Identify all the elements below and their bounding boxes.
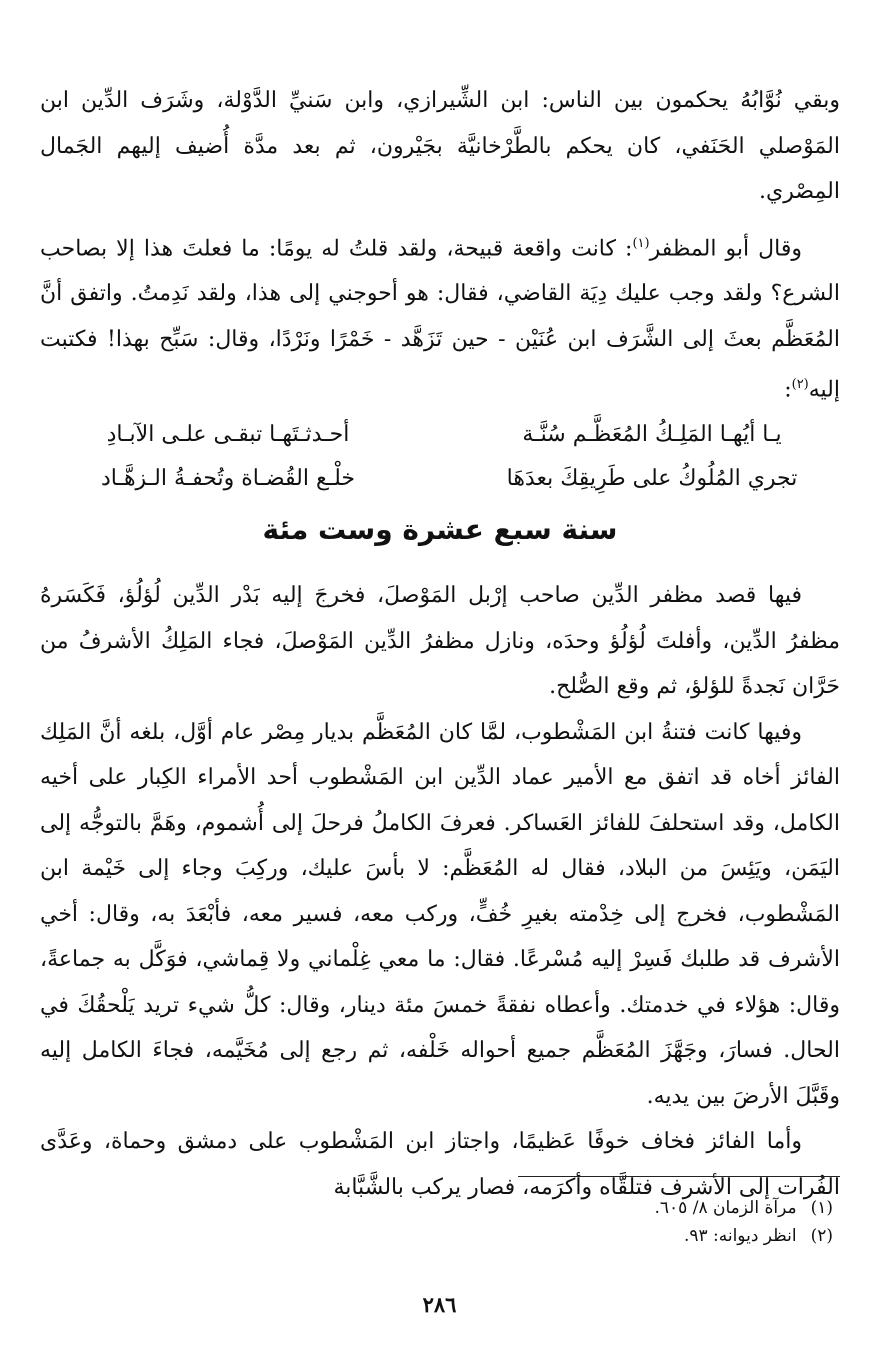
verse-first-hemistich: يـا أيُهـا المَلِـكُ المُعَظَّـم سُنَّـة (522, 422, 782, 448)
verse-first-hemistich: تجري المُلُوكُ على طَرِيقِكَ بعدَهَا (506, 466, 798, 492)
paragraph: وأما الفائز فخاف خوفًا عَظيمًا، واجتاز ابن المَشْطوب على دمشق وحماة، وعَدَّى الفُرات إلى الأشرف فتلقَّاه وأكرَمه، فصار يركب بالشَّبَّابة (40, 1129, 840, 1200)
verse-second-hemistich: خلْـع القُضـاة وتُحفـةُ الـزهَّـاد (101, 466, 355, 492)
footnote (655, 1194, 834, 1222)
paragraph: وبقي نُوَّابُهُ يحكمون بين الناس: ابن الشِّيرازي، وابن سَنيِّ الدَّوْلة، وشَرَف الدِّين ابن المَوْصلي الحَنَفي، كان يحكم بالطَّرْخانيَّة بجَيْرون، ثم بعد مدَّة أُضيف إليهم الجَمال المِصْري. (40, 88, 840, 204)
section-heading: سنة سبع عشرة وست مئة (262, 513, 618, 547)
paragraph-text: وقال أبو المظفر (649, 235, 802, 261)
footnotes (655, 1194, 834, 1250)
footnote-text: انظر ديوانه: ٩٣. (683, 1226, 797, 1246)
paragraph-text: : (784, 377, 792, 403)
poem (40, 413, 840, 501)
page-number: ٢٨٦ (422, 1292, 457, 1317)
paragraph: فيها قصد مظفر الدِّين صاحب إرْبل المَوْصلَ، فخرجَ إليه بَدْر الدِّين لُؤلُؤ، فَكَسَرهُ مظفرُ الدِّين، وأفلتَ لُؤلُؤ وحدَه، ونازل مظفرُ الدِّين المَوْصلَ، فجاء المَلِكُ الأشرفُ من حَرَّان نَجدةً للؤلؤ، ثم وقع الصُّلح. (40, 583, 840, 700)
footnote (655, 1222, 834, 1250)
paragraph (40, 221, 840, 414)
footnote-number: (٢) (810, 1226, 833, 1246)
footnote-ref[interactable]: (٢) (791, 377, 809, 393)
paragraph-text: : كانت واقعة قبيحة، ولقد قلتُ له يومًا: ما فعلتَ هذا إلا بصاحب الشرع؟ ولقد وجب عليك دِيَة القاضي، فقال: هو أحوجني إلى هذا، ولقد نَدِمتُ. واتفق أنَّ المُعَظَّم بعثَ إلى الشَّرَف ابن عُنَيْن - حين تَزَهَّد - خَمْرًا ونَرْدًا، وقال: سَبِّح بهذا! فكتبت إليه (40, 235, 841, 403)
verse-second-hemistich: أحـدثـتَهـا تبقـى علـى الآبـادِ (106, 422, 350, 448)
footnote-separator (518, 1176, 840, 1177)
page-body (40, 78, 840, 1210)
paragraph: وفيها كانت فتنةُ ابن المَشْطوب، لمَّا كان المُعَظَّم بديار مِصْر عام أوَّل، بلغه أنَّ المَلِك الفائز أخاه قد اتفق مع الأمير عماد الدِّين ابن المَشْطوب أحد الأمراء الكِبار على أخيه الكامل، وقد استحلفَ للفائز العَساكر. فعرفَ الكاملُ فرحلَ إلى أُشموم، وهَمَّ بالتوجُّه إلى اليَمَن، ويَئِسَ من البلاد، فقال له المُعَظَّم: لا بأسَ عليك، وركِبَ وجاء إلى خَيْمة ابن المَشْطوب، فخرج إلى خِدْمته بغيرِ خُفٍّ، وركب معه، فسير معه، فأبْعَدَ به، وقال: أخي الأشرف قد طلبك فَسِرْ إليه مُسْرعًا. فقال: ما معي غِلْماني ولا قِماشي، فوَكَّل به جماعةً، وقال: هؤلاء في خدمتك. وأعطاه نفقةً خمسَ مئة دينار، وقال: كلُّ شيء تريد يَلْحقُكَ في الحال. فسارَ، وجَهَّزَ المُعَظَّم جميع أحواله خَلْفه، ثم رجع إلى مُخَيَّمه، فجاءَ الكامل إليه وقَبَّلَ الأرضَ بين يديه. (40, 719, 840, 1109)
poem-verse (40, 413, 840, 457)
footnote-text: مرآة الزمان ٨/ ٦٠٥. (654, 1198, 797, 1218)
poem-verse (40, 457, 840, 501)
footnote-number: (١) (810, 1198, 833, 1218)
footnote-ref[interactable]: (١) (632, 235, 650, 251)
